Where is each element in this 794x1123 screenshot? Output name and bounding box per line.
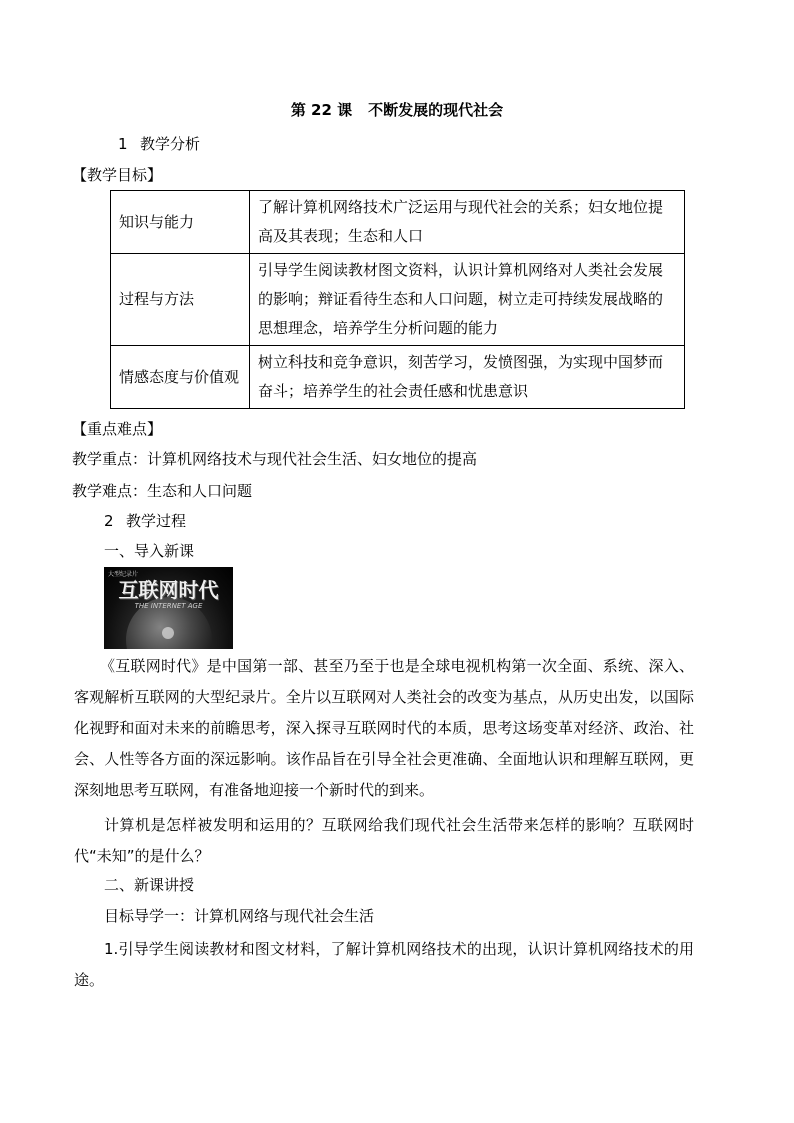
- goals-heading: 【教学目标】: [72, 166, 163, 184]
- poster-title: 互联网时代: [118, 578, 219, 602]
- table-row: [111, 191, 685, 254]
- goal-category: 过程与方法: [111, 254, 250, 346]
- poster-subtitle: THE INTERNET AGE: [134, 602, 203, 610]
- lesson-name: 不断发展的现代社会: [368, 101, 504, 119]
- goal-content: 了解计算机网络技术广泛运用与现代社会的关系；妇女地位提高及其表现；生态和人口: [250, 191, 685, 254]
- new-lesson-heading: 二、新课讲授: [104, 876, 195, 894]
- page-title: [0, 100, 794, 120]
- goals-table: [110, 190, 685, 409]
- table-row: [111, 254, 685, 346]
- goal-content: 引导学生阅读教材图文资料，认识计算机网络对人类社会发展的影响；辩证看待生态和人口问题，树立走可持续发展战略的思想理念，培养学生分析问题的能力: [250, 254, 685, 346]
- section-number: 1: [118, 135, 128, 153]
- table-row: [111, 346, 685, 409]
- goal-category: 知识与能力: [111, 191, 250, 254]
- difficult-point: 教学难点：生态和人口问题: [72, 482, 253, 500]
- goal-content: 树立科技和竞争意识，刻苦学习，发愤图强，为实现中国梦而奋斗；培养学生的社会责任感和忧患意识: [250, 346, 685, 409]
- section-label: 教学分析: [140, 135, 201, 153]
- target1-heading: 目标导学一：计算机网络与现代社会生活: [104, 907, 375, 925]
- key-point: 教学重点：计算机网络技术与现代社会生活、妇女地位的提高: [72, 450, 478, 468]
- section-heading-process: [104, 511, 186, 531]
- poster-small-text: 大型纪录片: [108, 571, 139, 578]
- goal-category: 情感态度与价值观: [111, 346, 250, 409]
- section-number: 2: [104, 512, 114, 530]
- intro-heading: 一、导入新课: [104, 542, 195, 560]
- lesson-number: 第 22 课: [290, 101, 353, 119]
- section-label: 教学过程: [126, 512, 187, 530]
- target1-item: 1.引导学生阅读教材和图文材料，了解计算机网络技术的出现，认识计算机网络技术的用途。: [74, 940, 694, 989]
- documentary-poster-image: [104, 567, 233, 649]
- broadcaster-logo-icon: [162, 627, 174, 639]
- intro-paragraph: 《互联网时代》是中国第一部、甚至乃至于也是全球电视机构第一次全面、系统、深入、客观解析互联网的大型纪录片。全片以互联网对人类社会的改变为基点，从历史出发，以国际化视野和面对未来的前瞻思考，深入探寻互联网时代的本质，思考这场变革对经济、政治、社会、人性等各方面的深远影响。该作品旨在引导全社会更准确、全面地认识和理解互联网，更深刻地思考互联网，有准备地迎接一个新时代的到来。: [74, 657, 694, 799]
- section-heading-analysis: [118, 134, 200, 154]
- intro-questions: 计算机是怎样被发明和运用的？互联网给我们现代社会生活带来怎样的影响？互联网时代“未知”的是什么？: [74, 816, 694, 865]
- keypoints-heading: 【重点难点】: [72, 420, 163, 438]
